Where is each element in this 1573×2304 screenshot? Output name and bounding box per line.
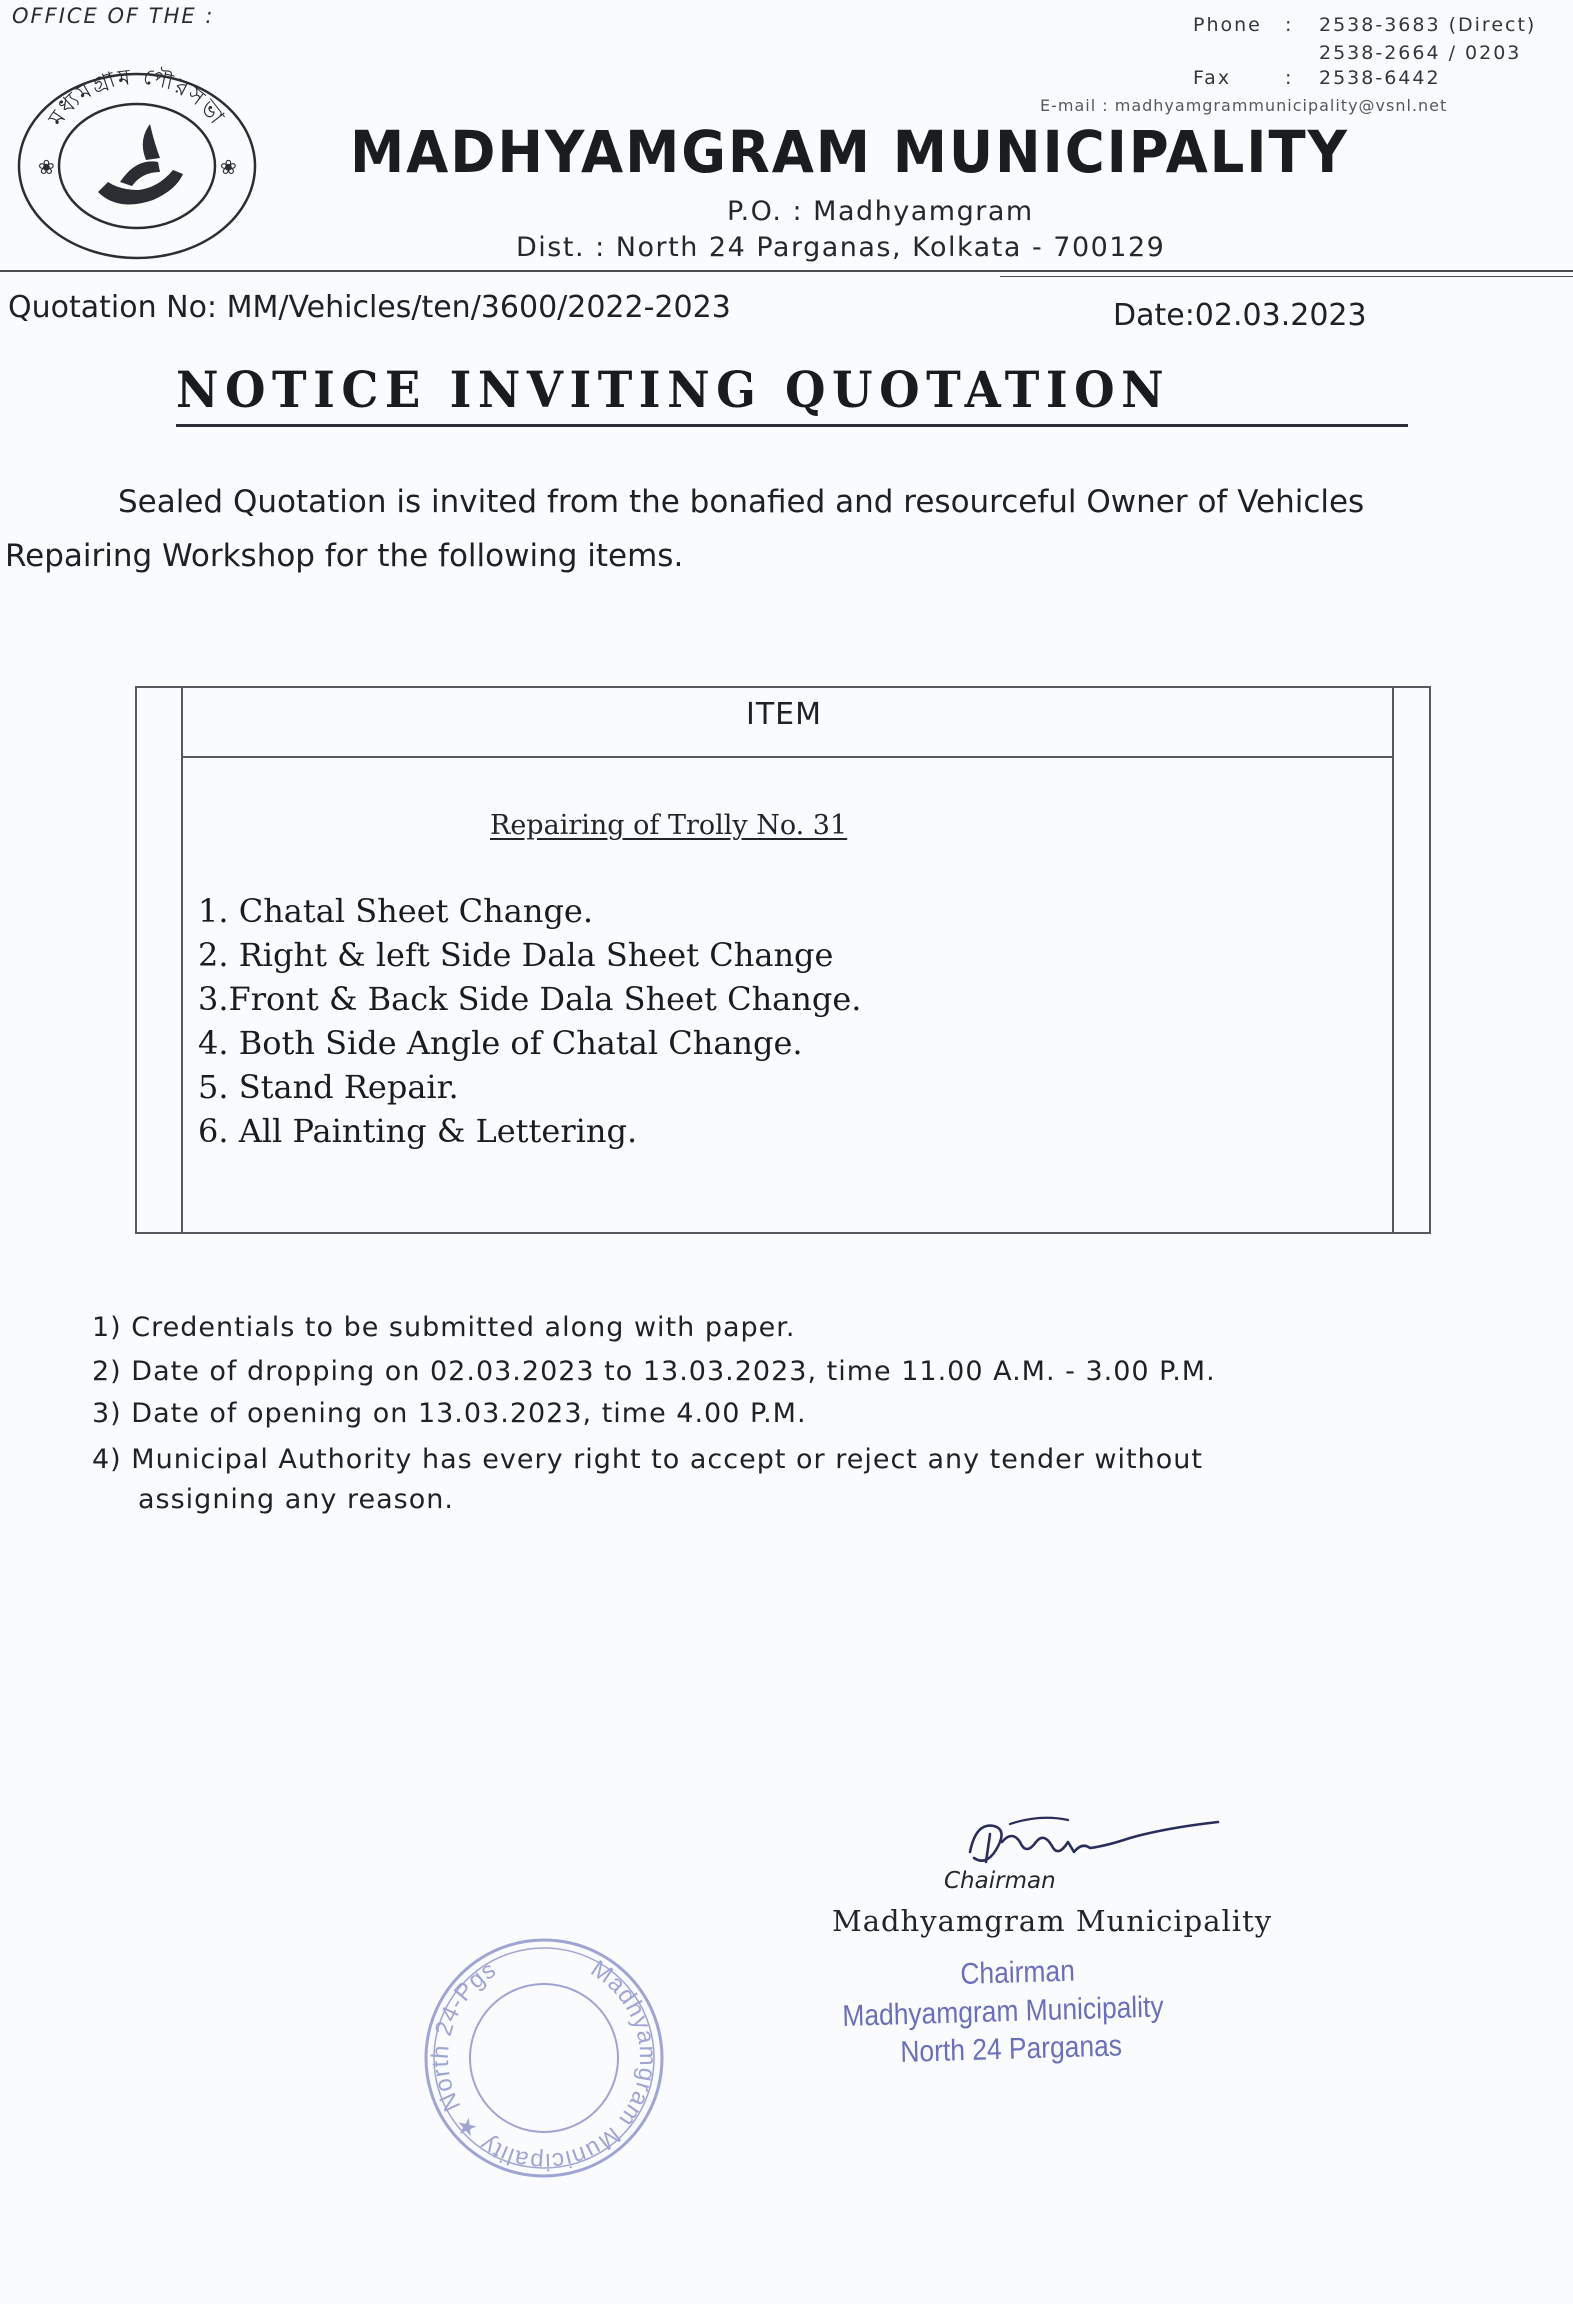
table-header-divider: [181, 756, 1392, 758]
intro-line-2: Repairing Workshop for the following items.: [5, 538, 684, 574]
intro-line-1: Sealed Quotation is invited from the bonafied and resourceful Owner of Vehicles: [118, 484, 1365, 520]
notice-heading: NOTICE INVITING QUOTATION: [176, 360, 1171, 419]
list-item: 1. Chatal Sheet Change.: [198, 892, 594, 930]
svg-text:❀: ❀: [38, 155, 55, 179]
condition-item: 4) Municipal Authority has every right to accept or reject any tender without: [92, 1444, 1203, 1475]
municipality-name: MADHYAMGRAM MUNICIPALITY: [350, 118, 1349, 186]
list-item: 3.Front & Back Side Dala Sheet Change.: [198, 980, 862, 1018]
signatory-organization: Madhyamgram Municipality: [832, 1904, 1273, 1938]
list-item: 6. All Painting & Lettering.: [198, 1112, 638, 1150]
emblem-text: মধ্যমগ্রাম পৌরসভা: [43, 64, 230, 131]
fax-line: Fax : 2538-6442: [1193, 67, 1441, 89]
phone-label: Phone: [1193, 14, 1262, 36]
condition-item: 3) Date of opening on 13.03.2023, time 4.00 P.M.: [92, 1398, 807, 1429]
fax-label: Fax: [1193, 67, 1232, 89]
stamp-line-1: Chairman: [960, 1954, 1076, 1991]
heading-underline: [176, 424, 1408, 427]
svg-text:Madhyamgram Municipality ★ Nor: [418, 1932, 670, 2184]
table-subheading: Repairing of Trolly No. 31: [490, 810, 848, 841]
round-seal-icon: [418, 1932, 670, 2184]
stamp-line-3: North 24 Parganas: [900, 2029, 1123, 2069]
fax-number: 2538-6442: [1319, 67, 1441, 89]
phone-direct: 2538-3683 (Direct): [1319, 14, 1537, 36]
email-line: E-mail : madhyamgrammunicipality@vsnl.net: [1040, 96, 1448, 115]
notice-date: Date:02.03.2023: [1113, 298, 1367, 333]
table-inner-right-border: [1392, 686, 1394, 1234]
phone-other: 2538-2664 / 0203: [1319, 42, 1522, 64]
district-address: Dist. : North 24 Parganas, Kolkata - 700129: [516, 232, 1166, 263]
header-divider: [0, 270, 1573, 272]
table-column-header: ITEM: [746, 697, 823, 732]
header-divider-thin: [1000, 276, 1573, 277]
quotation-number: Quotation No: MM/Vehicles/ten/3600/2022-2023: [8, 290, 731, 325]
svg-text:মধ্যমগ্রাম পৌরসভা: [43, 63, 229, 131]
signatory-designation: Chairman: [944, 1868, 1056, 1894]
svg-text:❀: ❀: [220, 155, 237, 179]
municipal-emblem-icon: [8, 62, 266, 262]
list-item: 5. Stand Repair.: [198, 1068, 459, 1106]
phone-line: Phone : 2538-3683 (Direct): [1193, 14, 1537, 36]
condition-item: assigning any reason.: [138, 1484, 454, 1515]
condition-item: 1) Credentials to be submitted along with paper.: [92, 1312, 796, 1343]
table-inner-left-border: [181, 686, 183, 1234]
round-seal-text: Madhyamgram Municipality ★ North 24-Pgs: [426, 1955, 662, 2176]
condition-item: 2) Date of dropping on 02.03.2023 to 13.03.2023, time 11.00 A.M. - 3.00 P.M.: [92, 1356, 1216, 1387]
post-office: P.O. : Madhyamgram: [727, 196, 1034, 227]
list-item: 4. Both Side Angle of Chatal Change.: [198, 1024, 803, 1062]
office-label: OFFICE OF THE :: [12, 4, 215, 28]
stamp-line-2: Madhyamgram Municipality: [842, 1990, 1164, 2033]
list-item: 2. Right & left Side Dala Sheet Change: [198, 936, 834, 974]
